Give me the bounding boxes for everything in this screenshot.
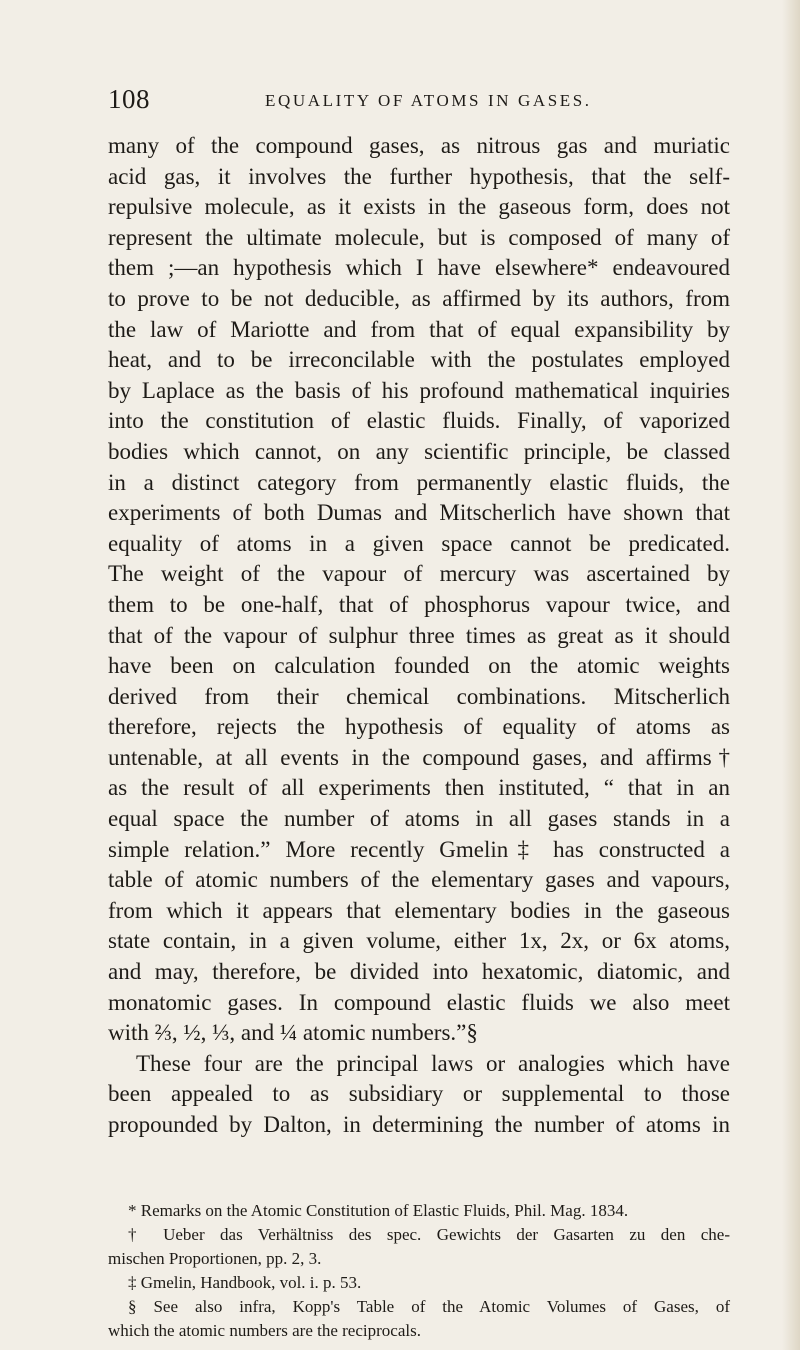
body-text: [108, 131, 730, 1141]
footnote-line: which the atomic numbers are the reciprocals.: [108, 1321, 421, 1340]
footnote-line: † Ueber das Verhältniss des spec. Gewichts der Gasarten zu den che-: [128, 1225, 730, 1244]
running-title: EQUALITY OF ATOMS IN GASES.: [265, 91, 592, 110]
text-line: state contain, in a given volume, either 1x, 2x, or 6x atoms,: [108, 928, 730, 954]
text-line: therefore, rejects the hypothesis of equality of atoms as: [108, 714, 730, 740]
text-line: equal space the number of atoms in all gases stands in a: [108, 806, 730, 832]
text-line: acid gas, it involves the further hypothesis, that the self-: [108, 163, 730, 189]
text-line: have been on calculation founded on the atomic weights: [108, 653, 730, 679]
text-line: monatomic gases. In compound elastic fluids we also meet: [108, 989, 730, 1015]
footnote-line: § See also infra, Kopp's Table of the Atomic Volumes of Gases, of: [128, 1297, 730, 1316]
page-number: 108: [108, 84, 150, 114]
text-line: to prove to be not deducible, as affirmed by its authors, from: [108, 285, 730, 311]
text-line: repulsive molecule, as it exists in the gaseous form, does not: [108, 194, 730, 220]
text-line: with ⅔, ½, ⅓, and ¼ atomic numbers.”§: [108, 1020, 478, 1046]
text-line: These four are the principal laws or analogies which have: [136, 1050, 730, 1076]
text-line: and may, therefore, be divided into hexatomic, diatomic, and: [108, 959, 730, 985]
text-line: into the constitution of elastic fluids. Finally, of vaporized: [108, 408, 730, 434]
text-line: table of atomic numbers of the elementary gases and vapours,: [108, 867, 730, 893]
text-line: represent the ultimate molecule, but is composed of many of: [108, 224, 730, 250]
text-line: heat, and to be irreconcilable with the postulates employed: [108, 347, 730, 373]
text-line: derived from their chemical combinations. Mitscherlich: [108, 683, 730, 709]
page-edge-shadow: [782, 0, 800, 1350]
footnote-line: ‡ Gmelin, Handbook, vol. i. p. 53.: [128, 1273, 362, 1292]
text-line: bodies which cannot, on any scientific principle, be classed: [108, 438, 730, 464]
text-line: the law of Mariotte and from that of equal expansibility by: [108, 316, 730, 342]
text-line: by Laplace as the basis of his profound mathematical inquiries: [108, 377, 730, 403]
text-line: been appealed to as subsidiary or supplemental to those: [108, 1081, 730, 1107]
text-line: them to be one-half, that of phosphorus vapour twice, and: [108, 591, 730, 617]
text-line: The weight of the vapour of mercury was ascertained by: [108, 561, 730, 587]
text-line: as the result of all experiments then instituted, “ that in an: [108, 775, 730, 801]
footnote-line: * Remarks on the Atomic Constitution of Elastic Fluids, Phil. Mag. 1834.: [128, 1201, 629, 1220]
text-line: them ;—an hypothesis which I have elsewhere* endeavoured: [108, 255, 730, 281]
text-line: in a distinct category from permanently elastic fluids, the: [108, 469, 730, 495]
footnotes: [108, 1199, 730, 1343]
text-line: many of the compound gases, as nitrous gas and muriatic: [108, 133, 730, 158]
text-line: equality of atoms in a given space cannot be predicated.: [108, 530, 730, 556]
text-line: that of the vapour of sulphur three times as great as it should: [108, 622, 730, 648]
text-line: simple relation.” More recently Gmelin‡ has constructed a: [108, 836, 730, 862]
text-line: untenable, at all events in the compound gases, and affirms†: [108, 744, 730, 770]
footnote-line: mischen Proportionen, pp. 2, 3.: [108, 1249, 322, 1268]
text-line: propounded by Dalton, in determining the number of atoms in: [108, 1112, 730, 1137]
text-line: from which it appears that elementary bodies in the gaseous: [108, 897, 730, 923]
text-line: experiments of both Dumas and Mitscherlich have shown that: [108, 500, 730, 526]
